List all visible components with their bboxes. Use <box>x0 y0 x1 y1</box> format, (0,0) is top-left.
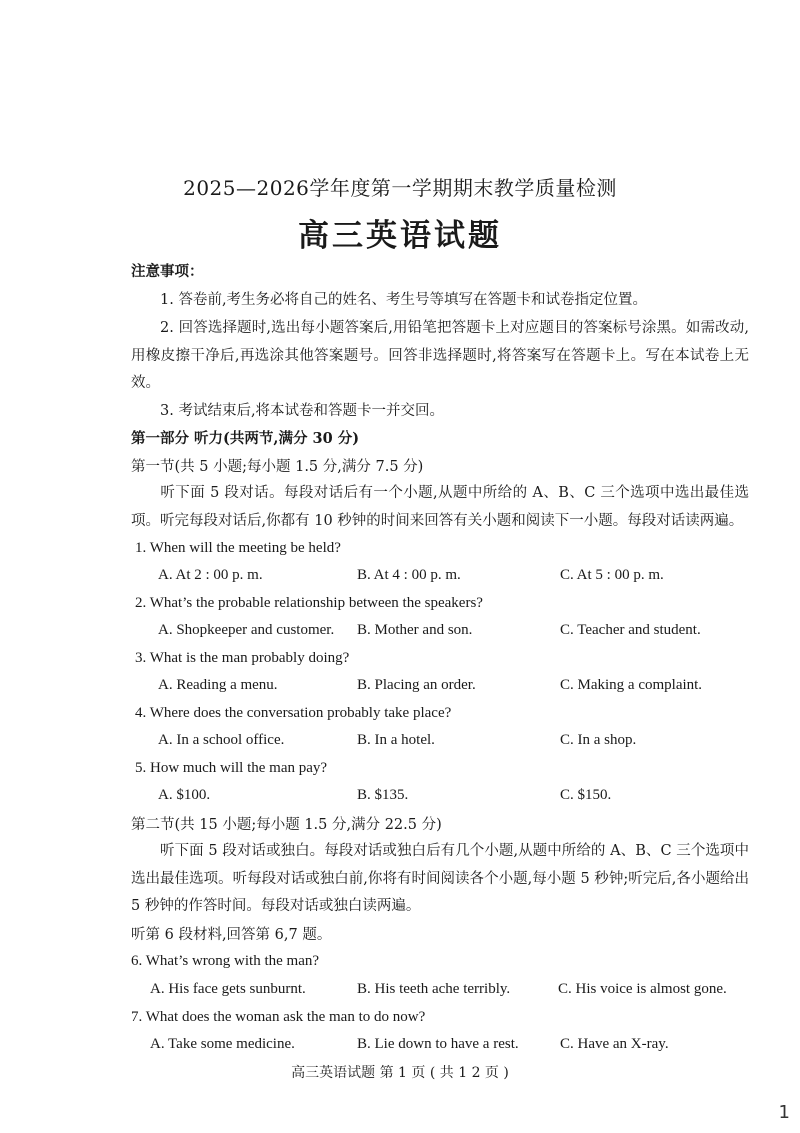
option-b: B. Lie down to have a rest. <box>357 1036 519 1052</box>
option-a: A. Take some medicine. <box>150 1036 295 1052</box>
question-stem: 4. Where does the conversation probably take place? <box>135 705 452 721</box>
option-a: A. Shopkeeper and customer. <box>158 622 335 638</box>
note-item: 1. 答卷前,考生务必将自己的姓名、考生号等填写在答题卡和试卷指定位置。 <box>160 292 648 308</box>
note-item: 3. 考试结束后,将本试卷和答题卡一并交回。 <box>160 403 445 419</box>
option-a: A. At 2 : 00 p. m. <box>158 567 263 583</box>
question-stem: 2. What’s the probable relationship between the speakers? <box>135 595 483 611</box>
question-stem: 5. How much will the man pay? <box>135 760 328 776</box>
option-b: B. At 4 : 00 p. m. <box>357 567 461 583</box>
option-b: B. In a hotel. <box>357 732 435 748</box>
option-a: A. In a school office. <box>158 732 285 748</box>
note-text: 2. 回答选择题时,选出每小题答案后,用铅笔把答题卡上对应题目的答案标号涂黑。如需改动,用橡皮擦干净后,再选涂其他答案题号。回答非选择题时,将答案写在答题卡上。写在本试卷上无效。 <box>131 320 749 391</box>
part-heading: 第一部分 听力(共两节,满分 30 分) <box>131 430 360 447</box>
instructions-text: 听下面 5 段对话。每段对话后有一个小题,从题中所给的 A、B、C 三个选项中选出最佳选项。听完每段对话后,你都有 10 秒钟的时间来回答有关小题和阅读下一小题。每段对话读两遍。 <box>131 485 749 529</box>
exam-subtitle: 2025—2026学年度第一学期期末教学质量检测 <box>183 176 617 200</box>
option-b: B. Placing an order. <box>357 677 476 693</box>
section-heading: 第一节(共 5 小题;每小题 1.5 分,满分 7.5 分) <box>131 459 424 475</box>
page-number: 1 <box>778 1102 790 1123</box>
exam-title: 高三英语试题 <box>298 218 502 254</box>
option-a: A. $100. <box>158 787 211 803</box>
option-b: B. $135. <box>357 787 409 803</box>
option-c: C. In a shop. <box>560 732 637 748</box>
page-footer: 高三英语试题 第 1 页 ( 共 1 2 页 ) <box>291 1065 509 1081</box>
option-b: B. Mother and son. <box>357 622 473 638</box>
question-stem: 3. What is the man probably doing? <box>135 650 350 666</box>
option-c: C. $150. <box>560 787 612 803</box>
option-c: C. His voice is almost gone. <box>558 981 727 997</box>
section-instructions <box>131 838 749 921</box>
notes-heading: 注意事项： <box>131 263 204 280</box>
option-a: A. His face gets sunburnt. <box>150 981 306 997</box>
option-c: C. Making a complaint. <box>560 677 703 693</box>
section-instructions <box>131 480 749 535</box>
question-stem: 6. What’s wrong with the man? <box>131 953 320 969</box>
option-c: C. At 5 : 00 p. m. <box>560 567 664 583</box>
question-stem: 7. What does the woman ask the man to do now? <box>131 1009 426 1025</box>
section-heading: 第二节(共 15 小题;每小题 1.5 分,满分 22.5 分) <box>131 817 442 833</box>
question-stem: 1. When will the meeting be held? <box>135 540 341 556</box>
option-c: C. Have an X-ray. <box>560 1036 669 1052</box>
instructions-text: 听下面 5 段对话或独白。每段对话或独白后有几个小题,从题中所给的 A、B、C 三个选项中选出最佳选项。听每段对话或独白前,你将有时间阅读各个小题,每小题 5 秒钟;听完后,各小题给出 5 秒钟的作答时间。每段对话或独白读两遍。 <box>131 843 749 914</box>
option-a: A. Reading a menu. <box>158 677 278 693</box>
note-item <box>131 315 749 398</box>
option-b: B. His teeth ache terribly. <box>357 981 511 997</box>
option-c: C. Teacher and student. <box>560 622 701 638</box>
material-note: 听第 6 段材料,回答第 6,7 题。 <box>131 927 332 943</box>
